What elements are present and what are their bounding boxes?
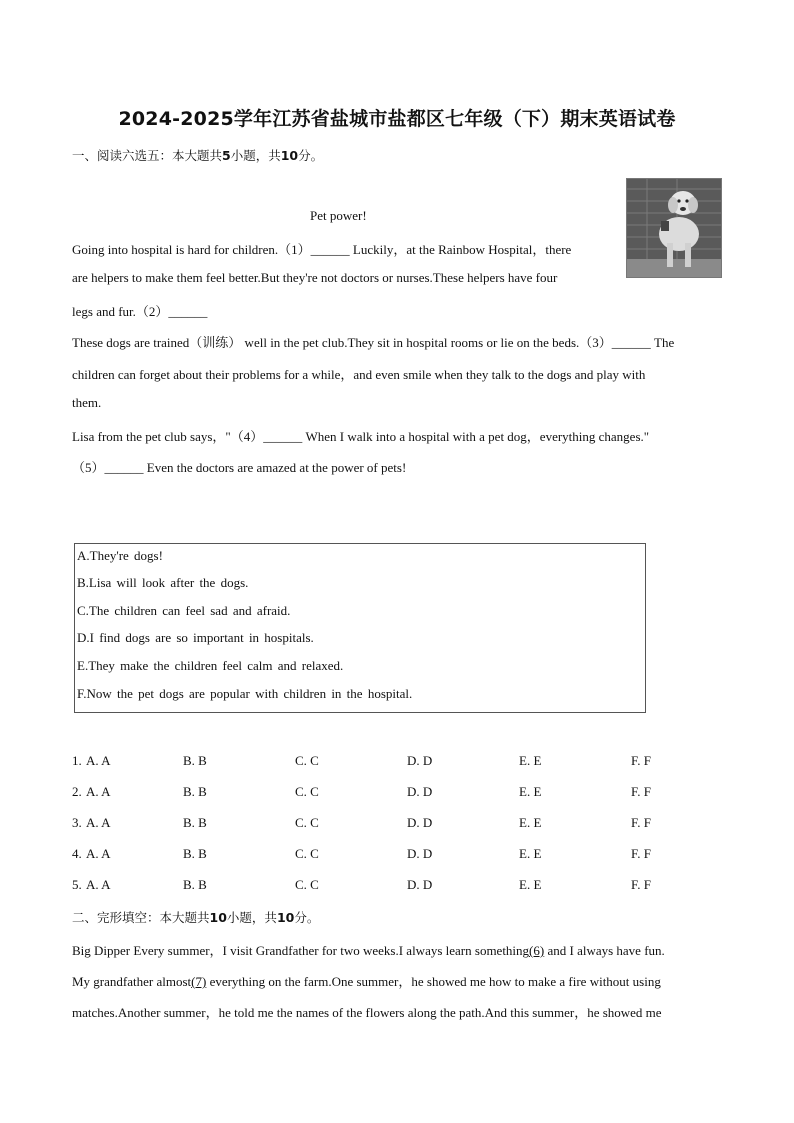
choice-f[interactable]: F. F [631, 846, 651, 861]
section2-count: 10 [209, 910, 227, 925]
choice-f[interactable]: F. F [631, 784, 651, 799]
section2-heading [72, 908, 319, 926]
passage-line: children can forget about their problems for a while，and even smile when they talk to the dogs and play with [72, 367, 646, 382]
cloze-blank-7[interactable]: (7) [191, 974, 207, 989]
option-a: A.They're dogs! [77, 548, 163, 563]
section1-count: 5 [222, 148, 231, 163]
option-f: F.Now the pet dogs are popular with children in the hospital. [77, 686, 413, 701]
dog-illustration [627, 179, 721, 277]
choice-b[interactable]: B. B [183, 846, 207, 861]
section2-suffix: 分。 [294, 910, 320, 925]
choice-d[interactable]: D. D [407, 846, 433, 861]
cloze-blank-6[interactable]: (6) [529, 943, 545, 958]
choice-c[interactable]: C. C [295, 784, 319, 799]
cloze-line-1 [72, 940, 665, 959]
option-d: D.I find dogs are so important in hospitals. [77, 630, 314, 645]
section1-mid: 小题，共 [230, 148, 281, 163]
option-b: B.Lisa will look after the dogs. [77, 575, 249, 590]
answer-row-1 [72, 753, 712, 771]
choice-c[interactable]: C. C [295, 815, 319, 830]
choice-d[interactable]: D. D [407, 815, 433, 830]
section2-score: 10 [276, 910, 295, 925]
choice-d[interactable]: D. D [407, 877, 433, 892]
cloze-text: My grandfather almost [72, 974, 192, 989]
answer-row-2 [72, 784, 712, 802]
choice-b[interactable]: B. B [183, 784, 207, 799]
choice-c[interactable]: C. C [295, 753, 319, 768]
answer-row-4 [72, 846, 712, 864]
choice-b[interactable]: B. B [183, 815, 207, 830]
cloze-text: Big Dipper Every summer，I visit Grandfather for two weeks.I always learn something [72, 943, 530, 958]
choice-e[interactable]: E. E [519, 877, 542, 892]
passage-line: Going into hospital is hard for children.（1）______ Luckily，at the Rainbow Hospital，there [72, 242, 572, 257]
choice-d[interactable]: D. D [407, 784, 433, 799]
choice-e[interactable]: E. E [519, 815, 542, 830]
question-number: 3. [72, 815, 82, 830]
cloze-line-2 [72, 971, 661, 990]
passage-line: them. [72, 395, 102, 410]
section1-prefix: 一、阅读六选五：本大题共 [72, 148, 223, 163]
cloze-line-3: matches.Another summer，he told me the names of the flowers along the path.And this summer，he showed me [72, 1005, 662, 1020]
page-title: 2024-2025学年江苏省盐城市盐都区七年级（下）期末英语试卷 [118, 108, 676, 130]
choice-a[interactable]: A. A [86, 815, 111, 830]
choice-e[interactable]: E. E [519, 784, 542, 799]
section1-heading [72, 146, 323, 164]
section1-score: 10 [280, 148, 299, 163]
dog-photo [626, 178, 722, 278]
choice-b[interactable]: B. B [183, 753, 207, 768]
cloze-text: everything on the farm.One summer，he showed me how to make a fire without using [206, 974, 661, 989]
passage-line: Lisa from the pet club says，"（4）______ When I walk into a hospital with a pet dog，everything changes." [72, 429, 650, 444]
choice-c[interactable]: C. C [295, 846, 319, 861]
question-number: 1. [72, 753, 82, 768]
cloze-text: and I always have fun. [544, 943, 665, 958]
choice-e[interactable]: E. E [519, 753, 542, 768]
choice-c[interactable]: C. C [295, 877, 319, 892]
choice-e[interactable]: E. E [519, 846, 542, 861]
passage-line: legs and fur.（2）______ [72, 304, 208, 319]
question-number: 5. [72, 877, 82, 892]
choice-a[interactable]: A. A [86, 846, 111, 861]
section2-mid: 小题，共 [226, 910, 277, 925]
choice-f[interactable]: F. F [631, 753, 651, 768]
choice-b[interactable]: B. B [183, 877, 207, 892]
answer-row-5 [72, 877, 712, 895]
question-number: 2. [72, 784, 82, 799]
passage-title: Pet power! [310, 208, 367, 223]
choice-a[interactable]: A. A [86, 784, 111, 799]
choice-f[interactable]: F. F [631, 815, 651, 830]
choice-a[interactable]: A. A [86, 877, 111, 892]
question-number: 4. [72, 846, 82, 861]
option-e: E.They make the children feel calm and relaxed. [77, 658, 344, 673]
passage-line: （5）______ Even the doctors are amazed at the power of pets! [72, 460, 407, 475]
choice-a[interactable]: A. A [86, 753, 111, 768]
passage-line: These dogs are trained（训练） well in the pet club.They sit in hospital rooms or lie on the beds.（3）______ The [72, 335, 675, 350]
section2-prefix: 二、完形填空：本大题共 [72, 910, 210, 925]
passage-line: are helpers to make them feel better.But they're not doctors or nurses.These helpers have four [72, 270, 558, 285]
choice-f[interactable]: F. F [631, 877, 651, 892]
section1-suffix: 分。 [298, 148, 324, 163]
options-box [74, 543, 646, 713]
option-c: C.The children can feel sad and afraid. [77, 603, 291, 618]
answer-row-3 [72, 815, 712, 833]
choice-d[interactable]: D. D [407, 753, 433, 768]
